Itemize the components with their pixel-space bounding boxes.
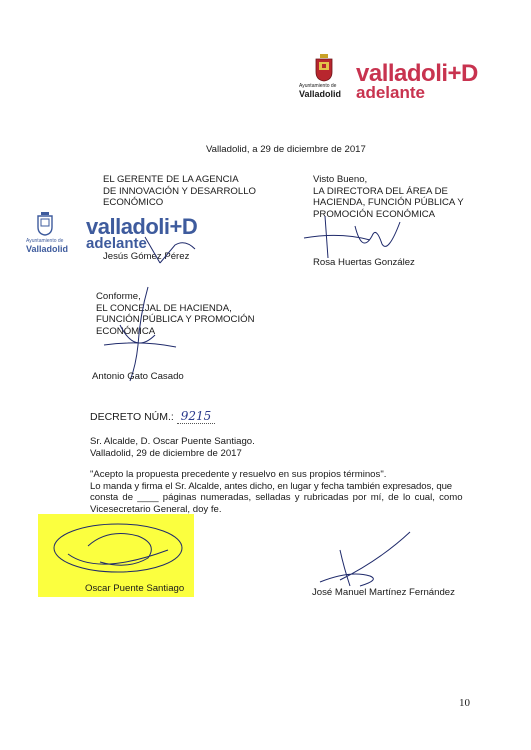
concejal-title-line: ECONÓMICA [96,325,156,337]
header-logo-city: Valladolid [299,89,342,99]
resolution-block [90,469,475,515]
gerente-name: Jesús Gómez Pérez [103,251,190,262]
stamp-logo-ayto: Ayuntamiento de [26,238,64,244]
resolution-line: Vicesecretario General, doy fe. [90,503,222,515]
page-number: 10 [459,697,470,709]
gerente-signature-stroke [140,235,200,265]
alcalde-line: Valladolid, 29 de diciembre de 2017 [90,447,242,459]
alcalde-block [90,436,255,459]
directora-signature [300,214,410,260]
alcalde-signature-name: Oscar Puente Santiago [85,583,185,594]
vicesecretario-name: José Manuel Martínez Fernández [312,587,455,598]
gerente-title-line: ECONÓMICO [103,197,164,208]
vicesecretario-signature [310,530,420,590]
concejal-title-line: Conforme, [96,291,141,302]
directora-title-line: PROMOCIÓN ECONÓMICA [313,208,436,220]
resolution-quote: "Acepto la propuesta precedente y resuelvo en sus propios términos". [90,469,387,480]
stamp-logo-brand-bottom: adelante [86,235,147,252]
concejal-name: Antonio Gato Casado [92,371,184,382]
directora-name: Rosa Huertas González [313,257,415,268]
date-line: Valladolid, a 29 de diciembre de 2017 [206,144,366,155]
gerente-title-line: EL GERENTE DE LA AGENCIA [103,174,239,185]
gerente-title-line: DE INNOVACIÓN Y DESARROLLO [103,185,257,197]
directora-title-line: Visto Bueno, [313,174,368,185]
header-logo [296,50,496,110]
alcalde-line: Sr. Alcalde, D. Oscar Puente Santiago. [90,436,255,447]
resolution-line: Lo manda y firma el Sr. Alcalde, antes dicho, en lugar y fecha también expresados, que [90,480,453,492]
header-logo-brand-top: valladoli+D [356,60,478,87]
stamp-coat-of-arms-icon [36,212,54,236]
concejal-title-line: FUNCIÓN PÚBLICA Y PROMOCIÓN [96,314,255,325]
decreto-number: 9215 [177,409,216,424]
alcalde-signature [48,516,188,578]
decreto-line [90,411,215,424]
concejal-title-line: EL CONCEJAL DE HACIENDA, [96,302,232,314]
directora-title-line: LA DIRECTORA DEL ÁREA DE [313,185,448,197]
decreto-label: DECRETO NÚM.: [90,411,174,423]
stamp-logo-city: Valladolid [26,244,69,254]
gerente-block [103,174,256,209]
city-coat-of-arms-icon [314,54,334,82]
resolution-line: consta de ____ páginas numeradas, selladas y rubricadas por mí, de lo cual, como [90,492,463,503]
directora-title-line: HACIENDA, FUNCIÓN PÚBLICA Y [313,197,464,208]
stamp-logo-brand-top: valladoli+D [86,214,198,239]
header-logo-ayto: Ayuntamiento de [299,83,337,89]
header-logo-brand-bottom: adelante [356,83,425,102]
concejal-signature [100,285,180,385]
